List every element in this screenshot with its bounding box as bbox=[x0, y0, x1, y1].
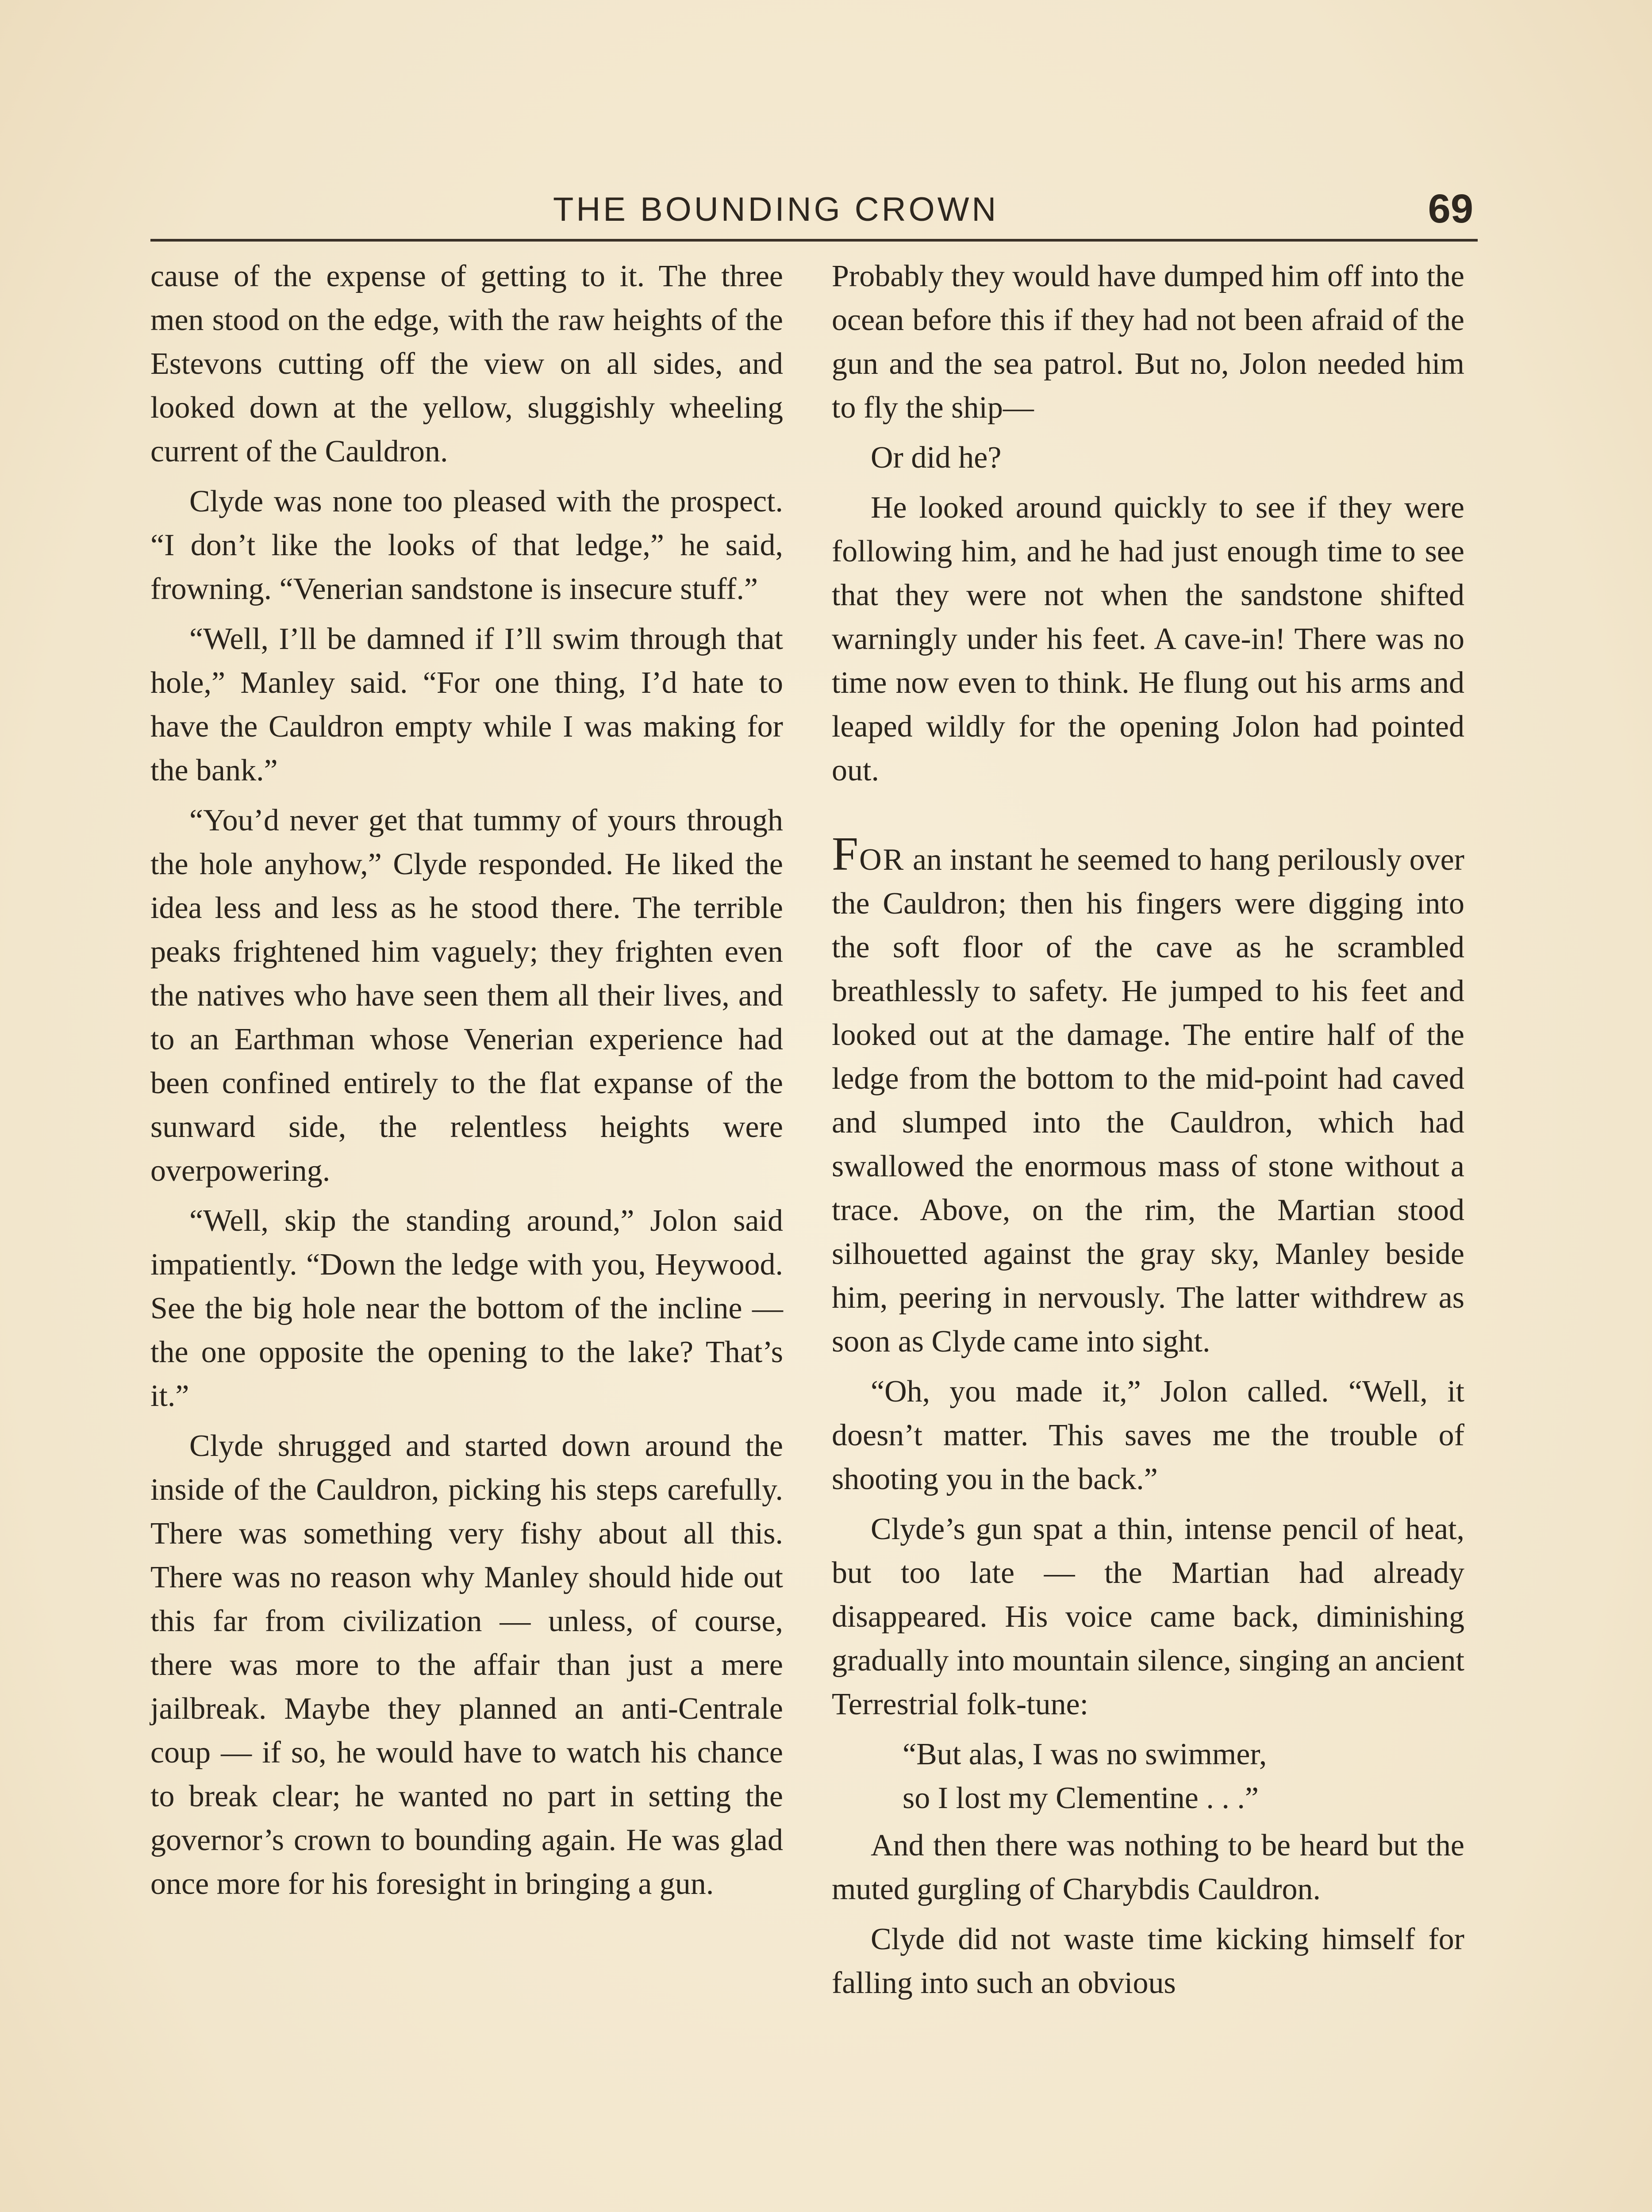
paragraph: “Well, skip the standing around,” Jolon said impatiently. “Down the ledge with you, Heywood. See the big hole near the bottom of the incline — the one opposite the opening to the lake? That’s it.” bbox=[150, 1204, 783, 1413]
section-opening-paragraph bbox=[832, 828, 1464, 1363]
song-verse bbox=[832, 1732, 1464, 1820]
running-title: THE BOUNDING CROWN bbox=[553, 191, 999, 228]
left-column bbox=[150, 254, 783, 1912]
page-number: 69 bbox=[1428, 186, 1473, 231]
verse-line: so I lost my Clementine . . .” bbox=[903, 1781, 1259, 1815]
section-small-caps: OR bbox=[859, 843, 905, 877]
section-initial: F bbox=[832, 828, 860, 880]
paragraph: Or did he? bbox=[871, 441, 1002, 475]
page-header bbox=[150, 186, 1478, 242]
paragraph: “Oh, you made it,” Jolon called. “Well, it doesn’t matter. This saves me the trouble of shooting you in the back.” bbox=[832, 1375, 1464, 1496]
right-column bbox=[832, 254, 1464, 2011]
paragraph: Probably they would have dumped him off into the ocean before this if they had not been afraid of the gun and the sea patrol. But no, Jolon needed him to fly the ship— bbox=[832, 259, 1464, 425]
section-text: an instant he seemed to hang perilously over the Cauldron; then his fingers were digging into the soft floor of the cave as he scrambled breathlessly to safety. He jumped to his feet and looked out at the damage. The entire half of the ledge from the bottom to the mid-point had caved and slumped into the Cauldron, which had swallowed the enormous mass of stone without a trace. Above, on the rim, the Martian stood silhouetted against the gray sky, Manley beside him, peering in nervously. The latter withdrew as soon as Clyde came into sight. bbox=[832, 843, 1464, 1359]
paragraph: Clyde was none too pleased with the prospect. “I don’t like the looks of that ledge,” he said, frowning. “Venerian sandstone is insecure stuff.” bbox=[150, 484, 783, 606]
paragraph: “Well, I’ll be damned if I’ll swim through that hole,” Manley said. “For one thing, I’d hate to have the Cauldron empty while I was making for the bank.” bbox=[150, 622, 783, 787]
paragraph: “You’d never get that tummy of yours through the hole anyhow,” Clyde responded. He liked the idea less and less as he stood there. The terrible peaks frightened him vaguely; they frighten even the natives who have seen them all their lives, and to an Earthman whose Venerian experience had been confined entirely to the flat expanse of the sunward side, the relentless heights were overpowering. bbox=[150, 803, 783, 1188]
paragraph: He looked around quickly to see if they were following him, and he had just enough time to see that they were not when the sandstone shifted warningly under his feet. A cave-in! There was no time now even to think. He flung out his arms and leaped wildly for the opening Jolon had pointed out. bbox=[832, 491, 1464, 787]
paragraph: Clyde’s gun spat a thin, intense pencil of heat, but too late — the Martian had already disappeared. His voice came back, diminishing gradually into mountain silence, singing an ancient Terrestrial folk-tune: bbox=[832, 1512, 1464, 1721]
paragraph: Clyde shrugged and started down around the inside of the Cauldron, picking his steps carefully. There was something very fishy about all this. There was no reason why Manley should hide out this far from civilization — unless, of course, there was more to the affair than just a mere jailbreak. Maybe they planned an anti-Centrale coup — if so, he would have to watch his chance to break clear; he wanted no part in setting the governor’s crown to bounding again. He was glad once more for his foresight in bringing a gun. bbox=[150, 1429, 783, 1901]
paragraph: Clyde did not waste time kicking himself for falling into such an obvious bbox=[832, 1922, 1464, 2000]
paragraph: cause of the expense of getting to it. The three men stood on the edge, with the raw heights of the Estevons cutting off the view on all sides, and looked down at the yellow, sluggishly wheeling current of the Cauldron. bbox=[150, 259, 783, 469]
verse-line: “But alas, I was no swimmer, bbox=[903, 1737, 1267, 1771]
paragraph: And then there was nothing to be heard but the muted gurgling of Charybdis Cauldron. bbox=[832, 1828, 1464, 1906]
